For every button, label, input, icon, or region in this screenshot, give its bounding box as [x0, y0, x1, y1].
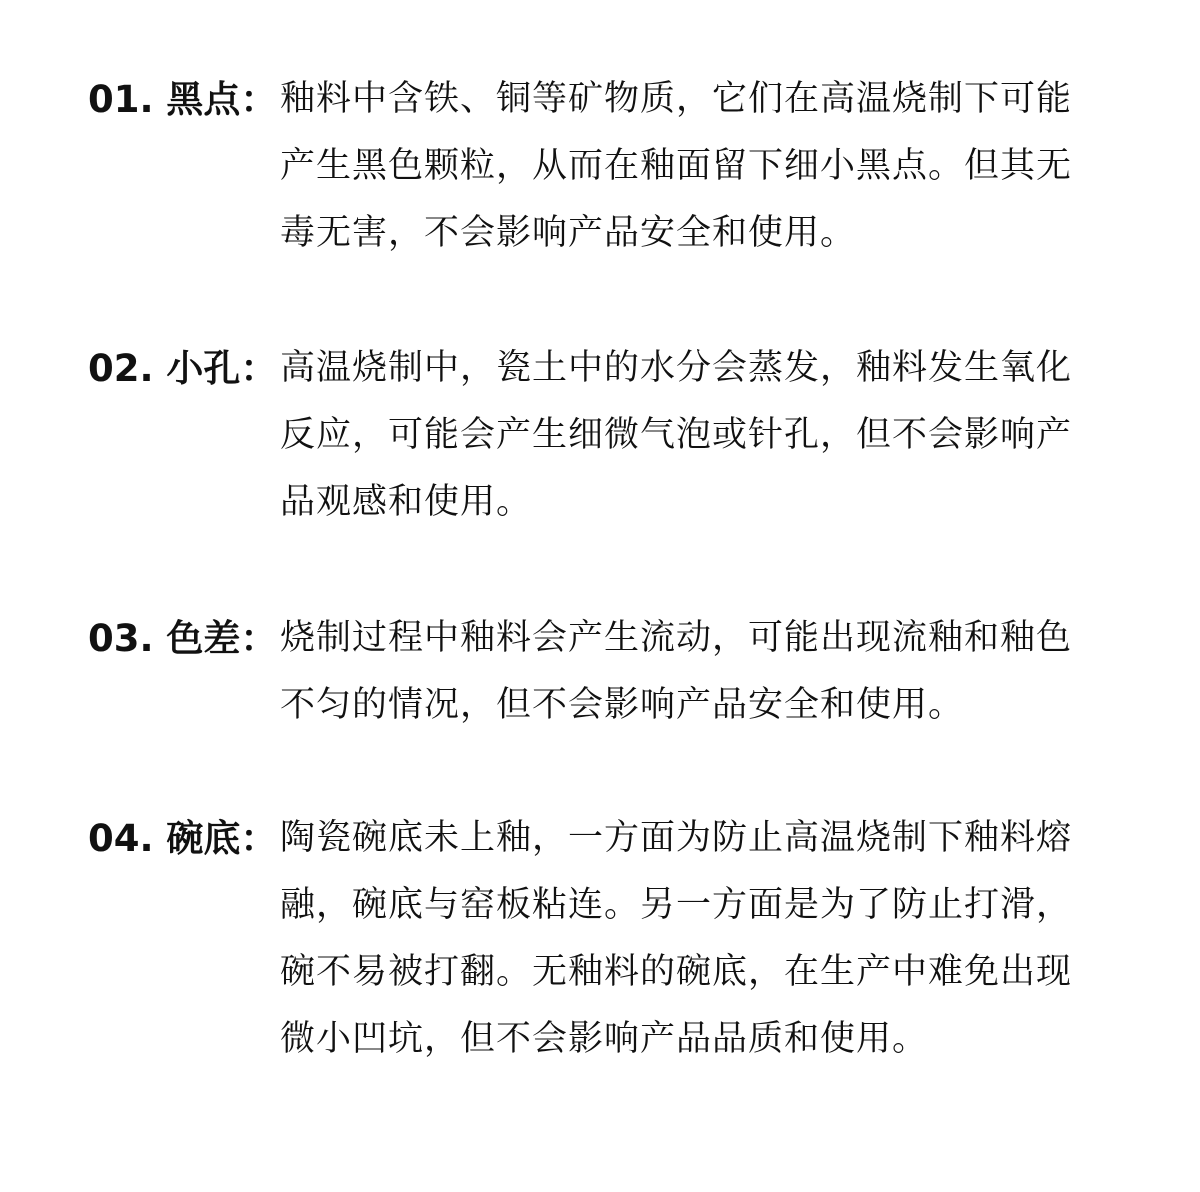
- description-line: 品观感和使用。: [280, 482, 533, 522]
- notice-item-black-spots: [88, 66, 1118, 267]
- item-heading: 03. 色差：: [88, 617, 278, 660]
- notice-item-bowl-bottom: [88, 805, 1118, 1073]
- description-line: 碗不易被打翻。无釉料的碗底，在生产中难免出现: [280, 952, 1073, 992]
- item-description: [280, 66, 1110, 267]
- description-line: 产生黑色颗粒，从而在釉面留下细小黑点。但其无: [280, 146, 1073, 186]
- description-line: 不匀的情况，但不会影响产品安全和使用。: [280, 685, 965, 725]
- description-line: 融，碗底与窑板粘连。另一方面是为了防止打滑，: [280, 885, 1073, 925]
- item-description: [280, 605, 1110, 739]
- description-line: 微小凹坑，但不会影响产品品质和使用。: [280, 1019, 929, 1059]
- description-line: 反应，可能会产生细微气泡或针孔，但不会影响产: [280, 415, 1073, 455]
- notice-item-small-holes: [88, 335, 1118, 536]
- description-line: 陶瓷碗底未上釉，一方面为防止高温烧制下釉料熔: [280, 818, 1073, 858]
- item-heading: 01. 黑点：: [88, 78, 278, 121]
- description-line: 毒无害，不会影响产品安全和使用。: [280, 213, 857, 253]
- item-heading: 02. 小孔：: [88, 347, 278, 390]
- item-description: [280, 805, 1110, 1073]
- item-description: [280, 335, 1110, 536]
- description-line: 高温烧制中，瓷土中的水分会蒸发，釉料发生氧化: [280, 348, 1073, 388]
- description-line: 釉料中含铁、铜等矿物质，它们在高温烧制下可能: [280, 79, 1073, 119]
- item-heading: 04. 碗底：: [88, 817, 278, 860]
- notice-item-color-difference: [88, 605, 1118, 739]
- description-line: 烧制过程中釉料会产生流动，可能出现流釉和釉色: [280, 618, 1073, 658]
